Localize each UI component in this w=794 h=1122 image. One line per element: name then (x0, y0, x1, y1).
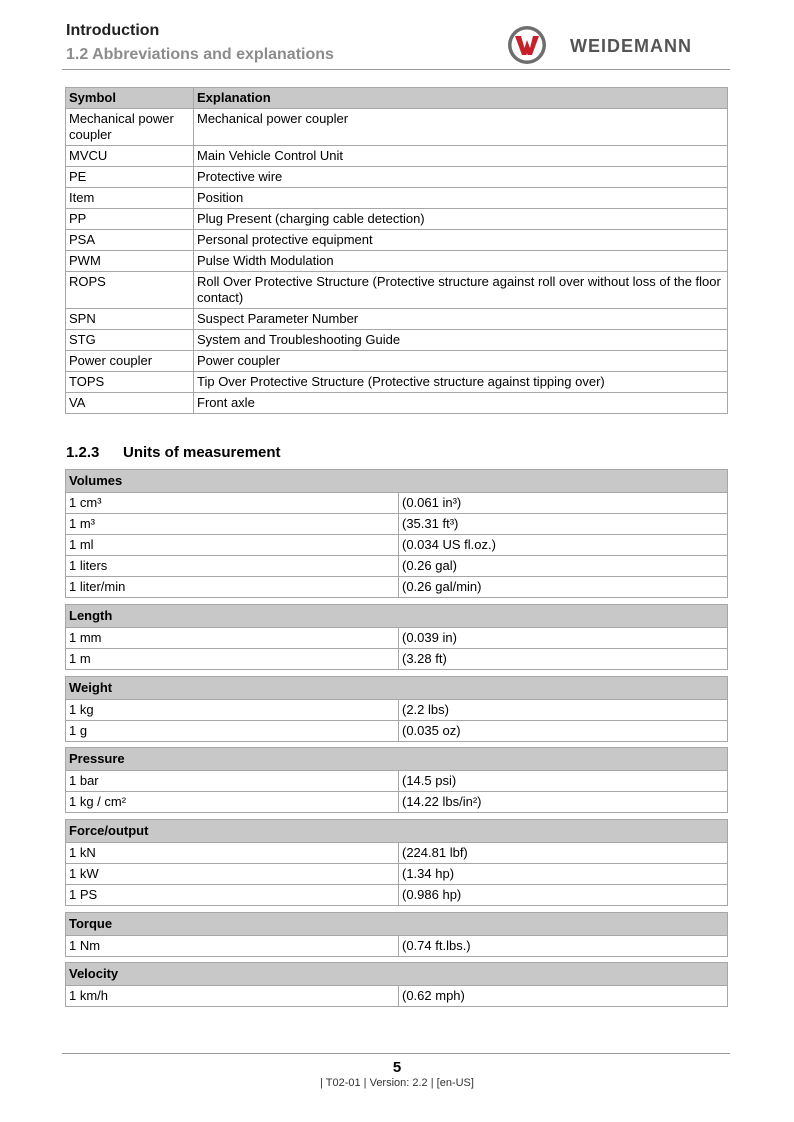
table-row (66, 109, 728, 146)
units-group-header-row (66, 820, 728, 843)
header-divider (62, 69, 730, 70)
unit-imperial-cell: (1.34 hp) (399, 864, 728, 885)
unit-imperial-cell: (14.22 lbs/in²) (399, 792, 728, 813)
units-group-title: Torque (66, 913, 728, 936)
explanation-cell: Main Vehicle Control Unit (194, 146, 728, 167)
table-row (66, 721, 728, 742)
explanation-cell: Front axle (194, 393, 728, 414)
unit-imperial-cell: (0.061 in³) (399, 493, 728, 514)
table-row (66, 771, 728, 792)
symbol-cell: PE (66, 167, 194, 188)
table-row (66, 864, 728, 885)
symbol-cell: Item (66, 188, 194, 209)
table-row (66, 514, 728, 535)
table-row (66, 351, 728, 372)
units-table-velocity (65, 962, 728, 1007)
unit-imperial-cell: (224.81 lbf) (399, 843, 728, 864)
explanation-cell: Tip Over Protective Structure (Protective structure against tipping over) (194, 372, 728, 393)
unit-metric-cell: 1 m³ (66, 514, 399, 535)
unit-imperial-cell: (0.62 mph) (399, 986, 728, 1007)
table-row (66, 393, 728, 414)
table-row (66, 309, 728, 330)
units-group-title: Force/output (66, 820, 728, 843)
unit-imperial-cell: (0.74 ft.lbs.) (399, 936, 728, 957)
unit-metric-cell: 1 g (66, 721, 399, 742)
explanation-cell: Power coupler (194, 351, 728, 372)
units-table-volumes (65, 469, 728, 598)
symbol-cell: SPN (66, 309, 194, 330)
explanation-cell: Suspect Parameter Number (194, 309, 728, 330)
units-group-title: Pressure (66, 748, 728, 771)
units-group-header-row (66, 677, 728, 700)
table-row (66, 535, 728, 556)
page-number: 5 (392, 1059, 402, 1076)
table-row (66, 577, 728, 598)
unit-metric-cell: 1 kg / cm² (66, 792, 399, 813)
unit-metric-cell: 1 Nm (66, 936, 399, 957)
unit-metric-cell: 1 ml (66, 535, 399, 556)
units-heading-title: Units of measurement (123, 444, 281, 461)
units-table-torque (65, 912, 728, 957)
unit-imperial-cell: (3.28 ft) (399, 649, 728, 670)
table-row (66, 272, 728, 309)
symbol-cell: PP (66, 209, 194, 230)
units-heading-number: 1.2.3 (66, 444, 100, 461)
units-table-length (65, 604, 728, 670)
table-row (66, 167, 728, 188)
units-group-header-row (66, 748, 728, 771)
units-group-header-row (66, 470, 728, 493)
table-row (66, 493, 728, 514)
column-header-symbol: Symbol (66, 88, 194, 109)
abbreviations-table (65, 87, 728, 414)
units-group-title: Weight (66, 677, 728, 700)
symbol-cell: PWM (66, 251, 194, 272)
unit-imperial-cell: (0.035 oz) (399, 721, 728, 742)
units-group-header-row (66, 605, 728, 628)
explanation-cell: Personal protective equipment (194, 230, 728, 251)
table-row (66, 936, 728, 957)
explanation-cell: Plug Present (charging cable detection) (194, 209, 728, 230)
table-row (66, 146, 728, 167)
explanation-cell: Mechanical power coupler (194, 109, 728, 146)
subsection-title: 1.2 Abbreviations and explanations (66, 46, 334, 63)
unit-imperial-cell: (0.986 hp) (399, 885, 728, 906)
unit-imperial-cell: (0.034 US fl.oz.) (399, 535, 728, 556)
footer-divider (62, 1053, 730, 1054)
unit-metric-cell: 1 m (66, 649, 399, 670)
symbol-cell: TOPS (66, 372, 194, 393)
unit-imperial-cell: (35.31 ft³) (399, 514, 728, 535)
table-row (66, 792, 728, 813)
units-table-force-output (65, 819, 728, 906)
explanation-cell: Protective wire (194, 167, 728, 188)
unit-imperial-cell: (0.26 gal) (399, 556, 728, 577)
unit-imperial-cell: (2.2 lbs) (399, 700, 728, 721)
unit-imperial-cell: (14.5 psi) (399, 771, 728, 792)
symbol-cell: ROPS (66, 272, 194, 309)
symbol-cell: Mechanical power coupler (66, 109, 194, 146)
symbol-cell: VA (66, 393, 194, 414)
table-row (66, 230, 728, 251)
table-row (66, 251, 728, 272)
page-header (66, 20, 730, 68)
weidemann-logo (507, 25, 547, 65)
unit-metric-cell: 1 liter/min (66, 577, 399, 598)
unit-metric-cell: 1 km/h (66, 986, 399, 1007)
unit-metric-cell: 1 mm (66, 628, 399, 649)
units-group-title: Length (66, 605, 728, 628)
units-group-title: Volumes (66, 470, 728, 493)
unit-metric-cell: 1 cm³ (66, 493, 399, 514)
units-group-header-row (66, 913, 728, 936)
explanation-cell: Roll Over Protective Structure (Protective structure against roll over without loss of the floor contact) (194, 272, 728, 309)
section-title: Introduction (66, 22, 160, 39)
table-row (66, 649, 728, 670)
table-header-row (66, 88, 728, 109)
table-row (66, 188, 728, 209)
brand-name: WEIDEMANN (570, 36, 692, 56)
unit-metric-cell: 1 kg (66, 700, 399, 721)
table-row (66, 628, 728, 649)
unit-metric-cell: 1 bar (66, 771, 399, 792)
explanation-cell: Position (194, 188, 728, 209)
units-table-weight (65, 676, 728, 742)
table-row (66, 372, 728, 393)
symbol-cell: PSA (66, 230, 194, 251)
units-table-pressure (65, 747, 728, 813)
units-heading (66, 444, 281, 461)
table-row (66, 700, 728, 721)
symbol-cell: STG (66, 330, 194, 351)
explanation-cell: Pulse Width Modulation (194, 251, 728, 272)
unit-imperial-cell: (0.039 in) (399, 628, 728, 649)
explanation-cell: System and Troubleshooting Guide (194, 330, 728, 351)
unit-imperial-cell: (0.26 gal/min) (399, 577, 728, 598)
unit-metric-cell: 1 PS (66, 885, 399, 906)
units-group-title: Velocity (66, 963, 728, 986)
column-header-explanation: Explanation (194, 88, 728, 109)
table-row (66, 330, 728, 351)
symbol-cell: Power coupler (66, 351, 194, 372)
table-row (66, 885, 728, 906)
unit-metric-cell: 1 liters (66, 556, 399, 577)
document-info: | T02-01 | Version: 2.2 | [en-US] (320, 1077, 474, 1089)
unit-metric-cell: 1 kW (66, 864, 399, 885)
table-row (66, 986, 728, 1007)
table-row (66, 209, 728, 230)
table-row (66, 843, 728, 864)
unit-metric-cell: 1 kN (66, 843, 399, 864)
symbol-cell: MVCU (66, 146, 194, 167)
table-row (66, 556, 728, 577)
units-group-header-row (66, 963, 728, 986)
